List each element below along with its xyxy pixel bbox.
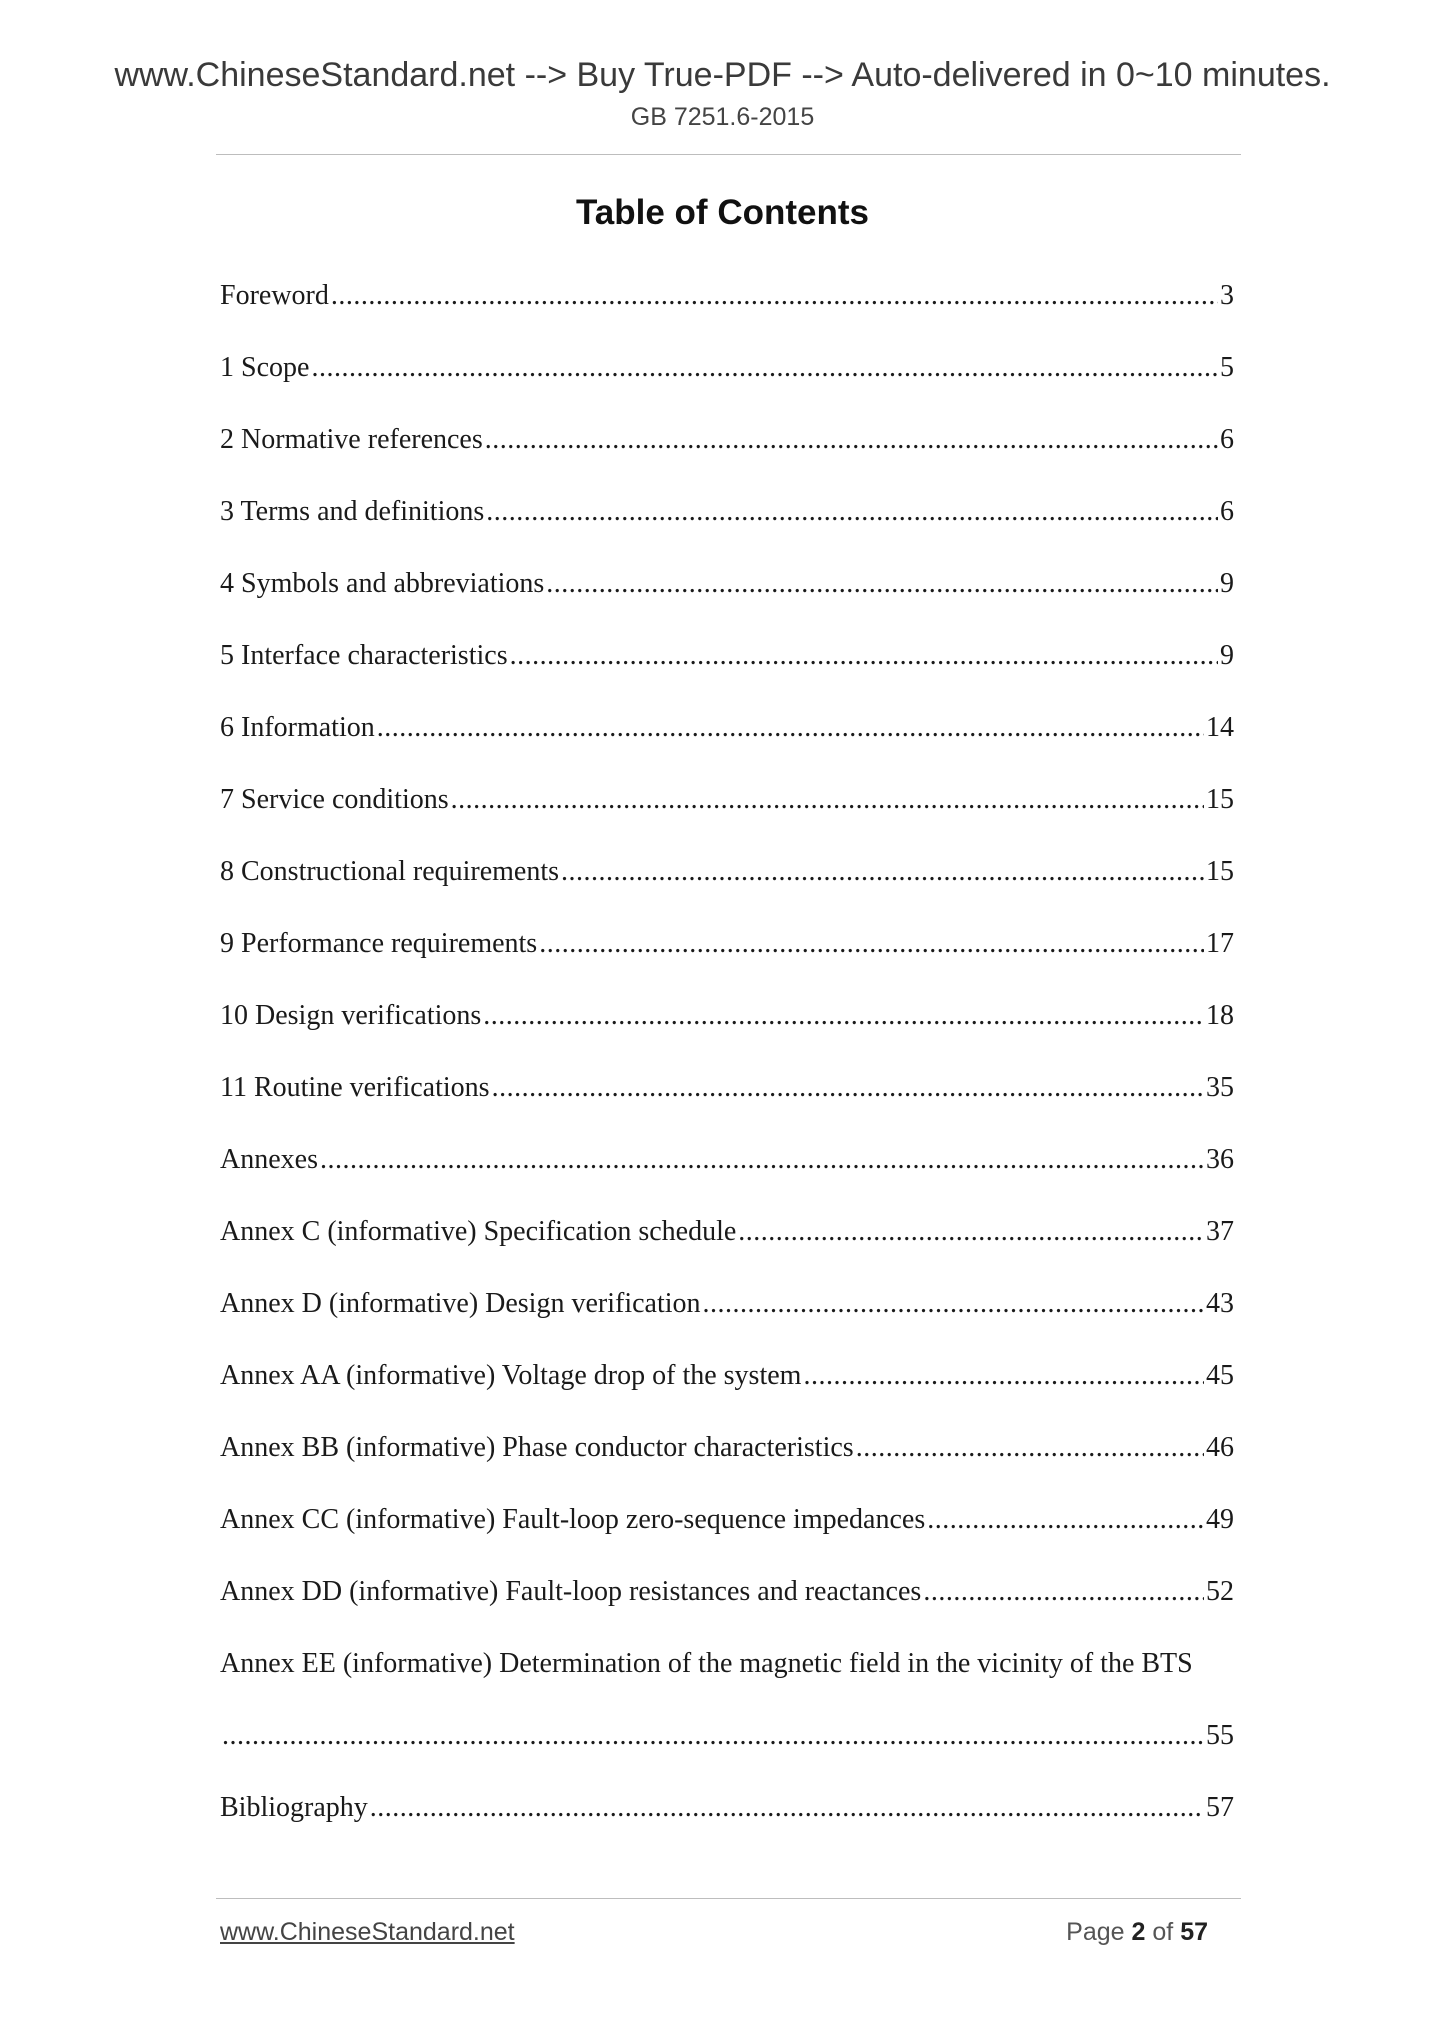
page-indicator — [1066, 1918, 1208, 1947]
toc-entry-page: 15 — [1206, 856, 1234, 887]
toc-entry-label: Annex EE (informative) Determination of the magnetic field in the vicinity of the BTS — [220, 1648, 1193, 1679]
toc-leader-dots — [451, 776, 1204, 824]
toc-entry-routine-verifications[interactable] — [220, 1064, 1234, 1136]
toc-entry-label: 5 Interface characteristics — [220, 640, 508, 671]
toc-entry-bibliography[interactable] — [220, 1784, 1234, 1856]
toc-leader-dots — [561, 848, 1204, 896]
page-prefix: Page — [1066, 1918, 1125, 1946]
toc-entry-page: 35 — [1206, 1072, 1234, 1103]
toc-leader-dots — [486, 488, 1218, 536]
toc-entry-design-verifications[interactable] — [220, 992, 1234, 1064]
header-divider — [216, 154, 1241, 155]
toc-entry-terms-definitions[interactable] — [220, 488, 1234, 560]
toc-entry-label: Annex AA (informative) Voltage drop of the system — [220, 1360, 802, 1391]
toc-leader-dots — [546, 560, 1218, 608]
toc-entry-page: 45 — [1206, 1360, 1234, 1391]
toc-entry-label: 9 Performance requirements — [220, 928, 538, 959]
toc-entry-label: 3 Terms and definitions — [220, 496, 485, 527]
toc-entry-annex-bb[interactable] — [220, 1424, 1234, 1496]
toc-entry-page: 55 — [1206, 1720, 1234, 1751]
document-number: GB 7251.6-2015 — [630, 103, 815, 131]
toc-leader-dots — [483, 992, 1204, 1040]
toc-leader-dots — [510, 632, 1218, 680]
toc-entry-continuation — [220, 1712, 1234, 1784]
header-banner: www.ChineseStandard.net --> Buy True-PDF --> Auto-delivered in 0~10 minutes. — [114, 56, 1331, 94]
toc-entry-label: Annex BB (informative) Phase conductor characteristics — [220, 1432, 854, 1463]
toc-entry-interface-characteristics[interactable] — [220, 632, 1234, 704]
toc-entry-page: 3 — [1220, 280, 1234, 311]
toc-entry-page: 6 — [1220, 496, 1234, 527]
footer-divider — [216, 1898, 1241, 1899]
toc-entry-page: 52 — [1206, 1576, 1234, 1607]
toc-entry-service-conditions[interactable] — [220, 776, 1234, 848]
toc-entry-label: 6 Information — [220, 712, 375, 743]
toc-entry-label: 7 Service conditions — [220, 784, 449, 815]
toc-entry-annex-d[interactable] — [220, 1280, 1234, 1352]
toc-leader-dots — [923, 1568, 1204, 1616]
toc-entry-page: 36 — [1206, 1144, 1234, 1175]
toc-entry-symbols-abbreviations[interactable] — [220, 560, 1234, 632]
toc-entry-page: 49 — [1206, 1504, 1234, 1535]
toc-entry-label: Bibliography — [220, 1792, 368, 1823]
toc-entry-foreword[interactable] — [220, 272, 1234, 344]
toc-entry-label: 4 Symbols and abbreviations — [220, 568, 545, 599]
toc-entry-page: 43 — [1206, 1288, 1234, 1319]
toc-leader-dots — [331, 272, 1218, 320]
toc-entry-page: 14 — [1206, 712, 1234, 743]
toc-entry-page: 5 — [1220, 352, 1234, 383]
toc-leader-dots — [377, 704, 1204, 752]
toc-leader-dots — [856, 1424, 1204, 1472]
toc-entry-page: 6 — [1220, 424, 1234, 455]
toc-entry-annex-aa[interactable] — [220, 1352, 1234, 1424]
toc-entry-page: 15 — [1206, 784, 1234, 815]
toc-entry-label: 11 Routine verifications — [220, 1072, 490, 1103]
toc-entry-annex-ee[interactable] — [220, 1640, 1234, 1784]
toc-leader-dots — [311, 344, 1218, 392]
toc-entry-page: 46 — [1206, 1432, 1234, 1463]
toc-entry-label: Annex D (informative) Design verification — [220, 1288, 701, 1319]
toc-entry-label: 8 Constructional requirements — [220, 856, 560, 887]
toc-entry-performance-requirements[interactable] — [220, 920, 1234, 992]
footer-website-link[interactable]: www.ChineseStandard.net — [220, 1918, 515, 1946]
toc-leader-dots — [703, 1280, 1204, 1328]
toc-entry-label: Annex C (informative) Specification schedule — [220, 1216, 737, 1247]
toc-entry-label: 10 Design verifications — [220, 1000, 482, 1031]
toc-leader-dots — [927, 1496, 1204, 1544]
toc-leader-dots — [370, 1784, 1204, 1832]
toc-leader-dots — [803, 1352, 1204, 1400]
toc-entry-information[interactable] — [220, 704, 1234, 776]
table-of-contents — [220, 272, 1234, 1856]
toc-entry-annex-c[interactable] — [220, 1208, 1234, 1280]
toc-entry-label: Annex DD (informative) Fault-loop resistances and reactances — [220, 1576, 922, 1607]
toc-leader-dots — [222, 1712, 1204, 1760]
toc-entry-scope[interactable] — [220, 344, 1234, 416]
toc-entry-annexes[interactable] — [220, 1136, 1234, 1208]
toc-entry-annex-cc[interactable] — [220, 1496, 1234, 1568]
toc-entry-label: 1 Scope — [220, 352, 310, 383]
toc-entry-page: 9 — [1220, 568, 1234, 599]
toc-entry-constructional-requirements[interactable] — [220, 848, 1234, 920]
toc-leader-dots — [485, 416, 1218, 464]
toc-leader-dots — [492, 1064, 1204, 1112]
toc-leader-dots — [539, 920, 1204, 968]
toc-leader-dots — [320, 1136, 1204, 1184]
page-total: 57 — [1180, 1918, 1208, 1946]
toc-entry-annex-dd[interactable] — [220, 1568, 1234, 1640]
toc-entry-label: Annex CC (informative) Fault-loop zero-sequence impedances — [220, 1504, 926, 1535]
toc-entry-label: 2 Normative references — [220, 424, 483, 455]
toc-entry-normative-references[interactable] — [220, 416, 1234, 488]
toc-entry-page: 18 — [1206, 1000, 1234, 1031]
toc-leader-dots — [738, 1208, 1204, 1256]
toc-entry-page: 37 — [1206, 1216, 1234, 1247]
toc-entry-page: 57 — [1206, 1792, 1234, 1823]
page-title: Table of Contents — [576, 193, 869, 232]
page-of: of — [1152, 1918, 1174, 1946]
page-current: 2 — [1131, 1918, 1146, 1946]
toc-entry-label: Foreword — [220, 280, 329, 311]
toc-entry-page: 9 — [1220, 640, 1234, 671]
toc-entry-label: Annexes — [220, 1144, 318, 1175]
toc-entry-page: 17 — [1206, 928, 1234, 959]
